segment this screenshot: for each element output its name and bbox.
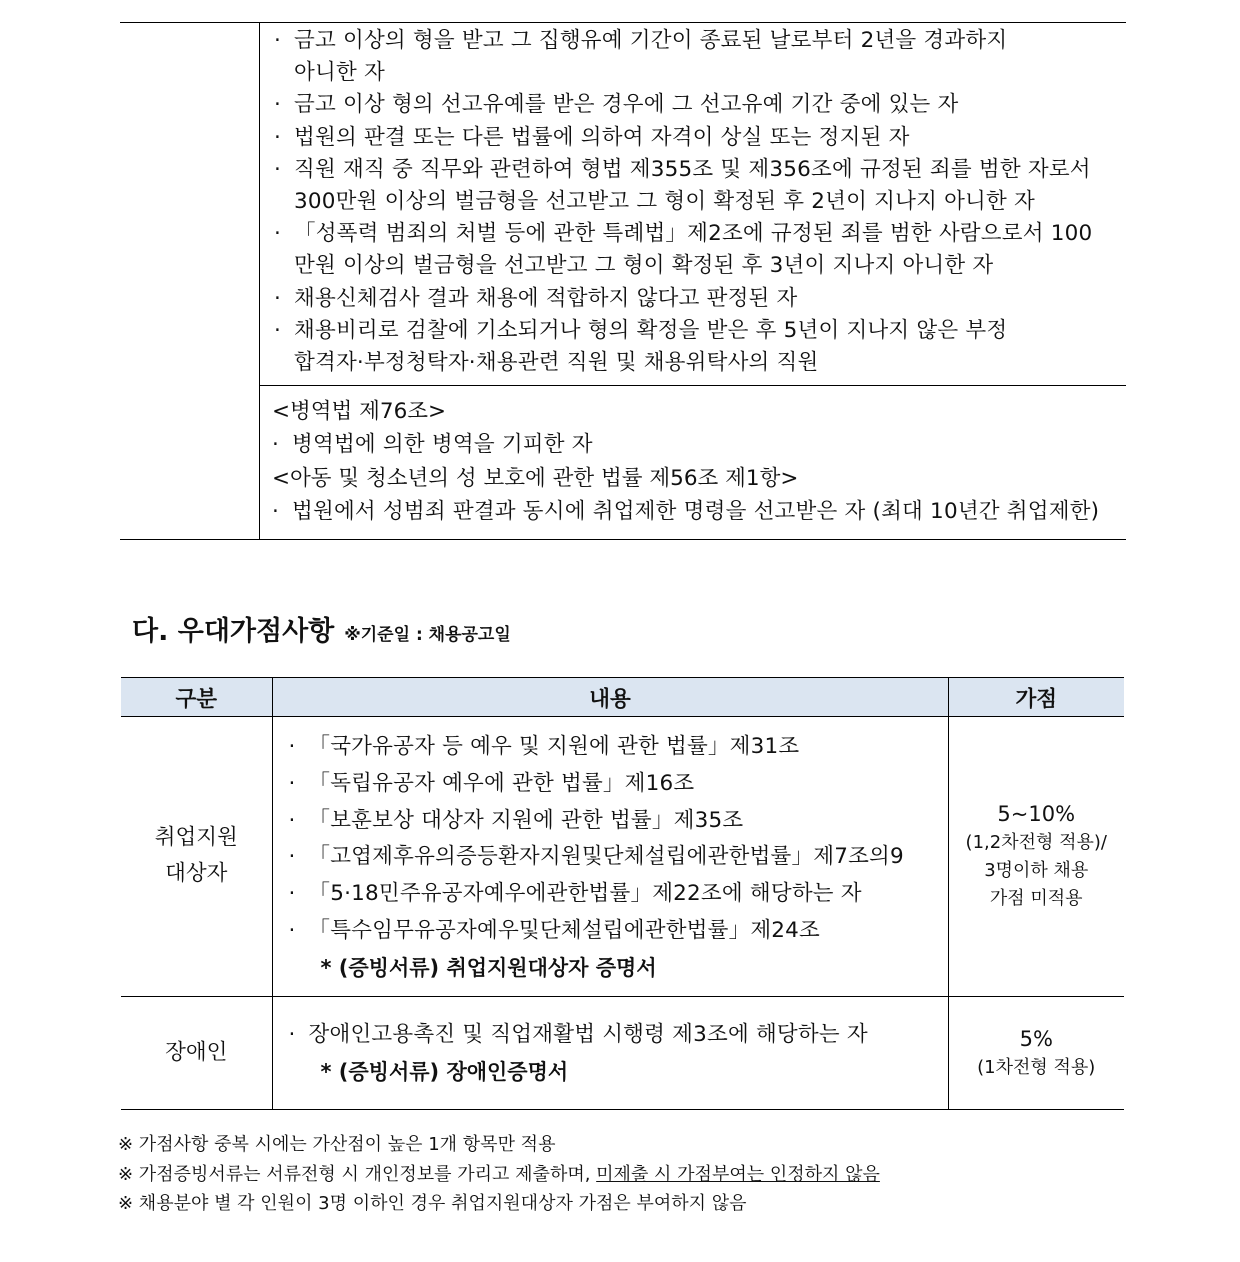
criminal-record-cell	[260, 23, 1127, 386]
list-item-continuation: 아니한 자	[294, 60, 385, 86]
footnote: ※ 채용분야 별 각 인원이 3명 이하인 경우 취업지원대상자 가점은 부여하지 않음	[118, 1193, 747, 1214]
disqualification-table	[120, 22, 1126, 540]
footnotes	[118, 1130, 1128, 1219]
table-row	[121, 717, 1124, 997]
preferential-points-table	[121, 677, 1124, 1110]
section-heading: 다. 우대가점사항	[132, 616, 335, 647]
list-item: · 「고엽제후유의증등환자지원및단체설립에관한법률」제7조의9	[288, 844, 904, 870]
table-row	[121, 996, 1124, 1109]
category-line: 대상자	[165, 861, 228, 887]
list-item: · 「5·18민주유공자예우에관한법률」제22조에 해당하는 자	[288, 881, 862, 907]
law-references-cell	[260, 386, 1127, 539]
list-item: · 「국가유공자 등 예우 및 지원에 관한 법률」제31조	[288, 734, 800, 759]
points-cell	[948, 717, 1124, 997]
footnote: ※ 가점증빙서류는 서류전형 시 개인정보를 가리고 제출하며, 미제출 시 가점부여는 인정하지 않음	[118, 1163, 880, 1185]
list-item: · 직원 재직 중 직무와 관련하여 형법 제355조 및 제356조에 규정된 죄를 범한 자로서	[274, 156, 1091, 182]
list-item: · 법원의 판결 또는 다른 법률에 의하여 자격이 상실 또는 정지된 자	[274, 124, 910, 150]
section-title	[132, 612, 511, 655]
list-item: · 「성폭력 범죄의 처벌 등에 관한 특례법」제2조에 규정된 죄를 범한 사람으로서 100	[274, 221, 1093, 247]
list-item-continuation: 합격자·부정청탁자·채용관련 직원 및 채용위탁사의 직원	[294, 350, 819, 376]
list-item: · 「독립유공자 예우에 관한 법률」제16조	[288, 770, 695, 796]
points-value: 5%	[1019, 1026, 1053, 1051]
military-law-header: <병역법 제76조>	[272, 399, 447, 425]
youth-law-header: <아동 및 청소년의 성 보호에 관한 법률 제56조 제1항>	[272, 466, 799, 492]
list-item: · 금고 이상 형의 선고유예를 받은 경우에 그 선고유예 기간 중에 있는 자	[274, 92, 959, 118]
evidence-note: * (증빙서류) 장애인증명서	[320, 1060, 569, 1085]
list-item: · 금고 이상의 형을 받고 그 집행유예 기간이 종료된 날로부터 2년을 경과하지	[274, 28, 1008, 53]
points-note: (1차전형 적용)	[977, 1056, 1096, 1078]
category-line: 취업지원	[154, 825, 238, 851]
points-note: 3명이하 채용	[984, 860, 1089, 882]
category-cell-empty	[120, 23, 260, 386]
points-value: 5~10%	[997, 802, 1076, 827]
evidence-note: * (증빙서류) 취업지원대상자 증명서	[320, 955, 657, 980]
content-cell	[272, 996, 948, 1109]
header-category: 구분	[121, 678, 272, 717]
category-cell	[121, 996, 272, 1109]
reference-date-note: ※기준일 : 채용공고일	[344, 625, 511, 645]
list-item: · 법원에서 성범죄 판결과 동시에 취업제한 명령을 선고받은 자 (최대 10년간 취업제한)	[272, 499, 1100, 525]
list-item: · 병역법에 의한 병역을 기피한 자	[272, 432, 593, 458]
footnote: ※ 가점사항 중복 시에는 가산점이 높은 1개 항목만 적용	[118, 1134, 556, 1155]
points-cell	[948, 996, 1124, 1109]
list-item: · 「보훈보상 대상자 지원에 관한 법률」제35조	[288, 807, 744, 833]
category-cell	[121, 717, 272, 997]
category-line: 장애인	[165, 1039, 228, 1065]
list-item: · 채용신체검사 결과 채용에 적합하지 않다고 판정된 자	[274, 285, 798, 311]
category-cell-empty	[120, 386, 260, 539]
list-item: · 장애인고용촉진 및 직업재활법 시행령 제3조에 해당하는 자	[288, 1022, 868, 1048]
list-item-continuation: 만원 이상의 벌금형을 선고받고 그 형이 확정된 후 3년이 지나지 아니한 자	[294, 253, 994, 279]
list-item: · 채용비리로 검찰에 기소되거나 형의 확정을 받은 후 5년이 지나지 않은 부정	[274, 317, 1008, 343]
points-note: (1,2차전형 적용)/	[965, 832, 1107, 854]
list-item-continuation: 300만원 이상의 벌금형을 선고받고 그 형이 확정된 후 2년이 지나지 아니한 자	[294, 189, 1035, 215]
header-content: 내용	[272, 678, 948, 717]
underlined-emphasis: 미제출 시 가점부여는 인정하지 않음	[596, 1163, 880, 1185]
list-item: · 「특수임무유공자예우및단체설립에관한법률」제24조	[288, 917, 821, 943]
content-cell	[272, 717, 948, 997]
points-note: 가점 미적용	[989, 888, 1083, 910]
header-points: 가점	[948, 678, 1124, 717]
